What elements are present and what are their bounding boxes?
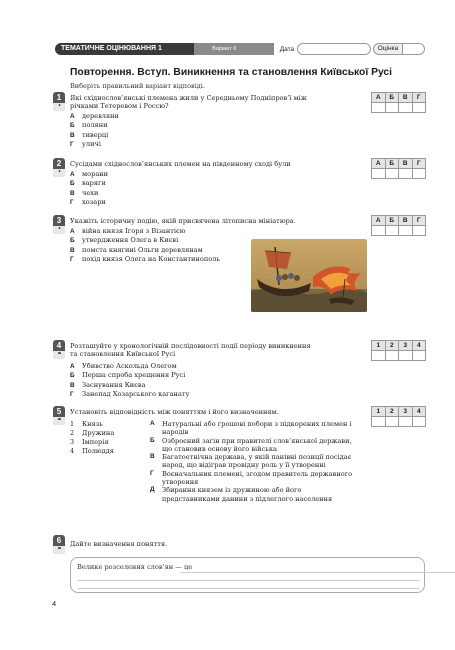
option-letter: В	[70, 189, 75, 197]
definition-text: Озброєний загін при правителі слов’янської держави, що становив основу його війська	[162, 436, 352, 453]
question-number-badge	[53, 340, 65, 359]
question-text	[70, 94, 365, 111]
definition-text: Натуральні або грошові побори з підкорених племен і народів	[162, 420, 352, 437]
option-a	[70, 362, 189, 371]
options-list	[70, 362, 189, 399]
question-line: Які східнослов’янські племена жили у Середньому Подніпров’ї між	[70, 94, 307, 102]
option-letter: А	[70, 363, 75, 370]
answer-letter-d: Г	[412, 159, 426, 169]
option-b	[70, 371, 189, 380]
definition-letter: А	[150, 420, 155, 427]
instructions: Виберіть правильний варіант відповіді.	[70, 82, 205, 90]
answer-line	[180, 572, 455, 573]
page-title: Повторення. Вступ. Виникнення та становлення Київської Русі	[70, 67, 393, 78]
option-letter: Г	[70, 390, 74, 398]
answer-grid-letters	[371, 215, 426, 236]
definition-item	[150, 437, 360, 454]
option-text: Убивство Аскольда Олегом	[82, 362, 177, 370]
date-label: Дата	[279, 45, 295, 53]
section-label: ТЕМАТИЧНЕ ОЦІНЮВАННЯ 1	[55, 43, 194, 55]
definition-item	[150, 486, 360, 503]
answer-number-4: 4	[412, 341, 426, 351]
answer-cell[interactable]	[385, 226, 399, 236]
option-text: Заснування Києва	[82, 380, 146, 389]
definition-prompt: Велике розселення слов’ян — це	[77, 563, 193, 571]
difficulty-dots: •	[53, 169, 65, 177]
option-letter: Г	[70, 198, 74, 206]
chronicle-miniature-image	[251, 239, 367, 312]
definition-letter: Г	[150, 469, 154, 477]
definition-letter: Б	[150, 436, 155, 444]
term-item	[70, 420, 150, 429]
question-line: Укажіть історичну подію, якій присвячена літописна мініатюра.	[70, 217, 296, 225]
answer-number-2: 2	[385, 407, 399, 417]
option-d	[70, 140, 119, 149]
option-text: уличі	[82, 139, 101, 148]
option-text: хозари	[82, 197, 106, 206]
question-number-badge	[53, 158, 65, 177]
answer-letter-d: Г	[412, 216, 426, 226]
definition-letter: Д	[150, 486, 155, 494]
options-list	[70, 227, 220, 264]
option-letter: В	[70, 246, 75, 254]
term-text: Князь	[82, 420, 103, 428]
answer-cell[interactable]	[412, 417, 426, 427]
option-d	[70, 255, 220, 264]
answer-letter-b: Б	[385, 216, 399, 226]
option-text: війна князя Ігоря з Візантією	[82, 227, 186, 235]
answer-number-3: 3	[399, 407, 413, 417]
term-number: 1	[70, 420, 75, 428]
term-number: 3	[70, 438, 75, 446]
option-c	[70, 381, 189, 390]
option-d	[70, 390, 189, 399]
option-letter: В	[70, 381, 75, 389]
answer-number-2: 2	[385, 341, 399, 351]
definitions-list	[150, 420, 360, 503]
option-letter: Б	[70, 237, 75, 245]
option-text: морани	[82, 170, 109, 178]
option-letter: А	[70, 113, 75, 120]
option-c	[70, 131, 119, 140]
answer-grid-numbers	[371, 340, 426, 361]
answer-number-1: 1	[372, 407, 386, 417]
question-line: Сусідами східнослов’янських племен на південному сході були	[70, 160, 291, 168]
option-letter: Б	[70, 180, 75, 188]
option-b	[70, 236, 220, 245]
answer-letter-a: А	[372, 93, 386, 103]
definition-letter: В	[150, 453, 155, 461]
answer-cell[interactable]	[399, 103, 413, 113]
definition-text: Збирання князем із дружиною або його представниками данини з підлеглого населення	[162, 486, 333, 503]
answer-line	[78, 588, 420, 589]
answer-cell[interactable]	[372, 351, 386, 361]
question-text	[70, 540, 365, 548]
question-text	[70, 342, 365, 359]
term-text: Полюддя	[82, 447, 114, 455]
option-d	[70, 198, 108, 207]
option-b	[70, 121, 119, 130]
option-letter: Б	[70, 122, 75, 130]
question-number: 1	[56, 93, 62, 102]
definition-item	[150, 453, 360, 470]
option-letter: Г	[70, 140, 74, 148]
question-line: Дайте визначення поняття.	[70, 540, 168, 548]
option-letter: Б	[70, 372, 75, 380]
option-text: варяги	[82, 179, 106, 188]
answer-cell[interactable]	[385, 103, 399, 113]
option-text: тиверці	[82, 130, 109, 139]
test-header	[55, 42, 425, 56]
question-number-badge	[53, 215, 65, 234]
answer-cell[interactable]	[385, 417, 399, 427]
option-letter: А	[70, 171, 75, 178]
answer-letter-c: В	[399, 93, 413, 103]
question-number: 2	[56, 159, 62, 168]
question-text	[70, 408, 365, 416]
answer-cell[interactable]	[372, 226, 386, 236]
date-field[interactable]	[297, 43, 371, 55]
option-letter: В	[70, 131, 75, 139]
answer-cell[interactable]	[385, 351, 399, 361]
option-text: деревляни	[82, 112, 119, 120]
option-a	[70, 170, 108, 179]
answer-cell[interactable]	[399, 351, 413, 361]
option-a	[70, 112, 119, 121]
answer-grid-letters	[371, 158, 426, 179]
option-text: Перша спроба хрещення Русі	[82, 371, 186, 380]
question-text	[70, 160, 365, 168]
variant-label: Варіант II	[194, 43, 274, 55]
option-c	[70, 246, 220, 255]
term-item	[70, 429, 150, 438]
term-text: Імперія	[82, 438, 109, 446]
question-number: 5	[56, 407, 62, 416]
terms-list	[70, 420, 150, 456]
option-a	[70, 227, 220, 236]
option-b	[70, 179, 108, 188]
term-number: 2	[70, 429, 75, 437]
difficulty-dots: ••	[53, 351, 65, 359]
answer-letter-b: Б	[385, 159, 399, 169]
answer-number-1: 1	[372, 341, 386, 351]
option-text: утвердження Олега в Києві	[82, 236, 179, 245]
difficulty-dots: ••	[53, 417, 65, 425]
term-text: Дружина	[82, 429, 115, 437]
question-line: річками Тетеревом і Россю?	[70, 102, 169, 111]
answer-letter-c: В	[399, 216, 413, 226]
option-letter: Г	[70, 255, 74, 263]
question-number-badge	[53, 406, 65, 425]
answer-cell[interactable]	[412, 169, 426, 179]
answer-cell[interactable]	[412, 103, 426, 113]
term-number: 4	[70, 447, 75, 455]
answer-grid-letters	[371, 92, 426, 113]
grade-field[interactable]	[403, 43, 425, 55]
question-number-badge	[53, 92, 65, 111]
option-text: похід князя Олега на Константинополь	[82, 254, 220, 263]
option-text: помста княгині Ольги деревлянам	[82, 245, 203, 254]
answer-letter-a: А	[372, 159, 386, 169]
answer-cell[interactable]	[372, 169, 386, 179]
difficulty-dots: •	[53, 226, 65, 234]
answer-cell[interactable]	[372, 103, 386, 113]
options-list	[70, 170, 108, 207]
answer-cell[interactable]	[399, 169, 413, 179]
question-number: 3	[56, 216, 62, 225]
answer-cell[interactable]	[412, 351, 426, 361]
definition-text: Багатоетнічна держава, у якій панівні позиції посідає народ, що відіграв провідну роль у її утворенні	[162, 453, 352, 470]
answer-letter-d: Г	[412, 93, 426, 103]
question-text	[70, 217, 365, 225]
answer-cell[interactable]	[412, 226, 426, 236]
difficulty-dots: ••	[53, 546, 65, 554]
grade-label: Оцінка	[373, 43, 403, 55]
definition-text: Воєначальник племені, згодом правитель державного утворення	[162, 469, 353, 487]
page-number: 4	[52, 599, 57, 608]
option-text: чехи	[82, 188, 99, 197]
definition-item	[150, 420, 360, 437]
question-number: 6	[56, 536, 62, 545]
answer-cell[interactable]	[399, 226, 413, 236]
option-c	[70, 189, 108, 198]
term-item	[70, 438, 150, 447]
answer-letter-c: В	[399, 159, 413, 169]
answer-number-4: 4	[412, 407, 426, 417]
question-line: Установіть відповідність між поняттям і його визначенням.	[70, 408, 279, 416]
option-text: Занепад Хозарського каганату	[82, 389, 190, 398]
answer-letter-a: А	[372, 216, 386, 226]
answer-number-3: 3	[399, 341, 413, 351]
term-item	[70, 447, 150, 456]
option-text: поляни	[82, 121, 108, 130]
answer-cell[interactable]	[385, 169, 399, 179]
answer-cell[interactable]	[399, 417, 413, 427]
answer-grid-numbers	[371, 406, 426, 427]
options-list	[70, 112, 119, 149]
option-letter: А	[70, 228, 75, 235]
answer-cell[interactable]	[372, 417, 386, 427]
question-line: Розташуйте у хронологічній послідовності події періоду виникнення	[70, 342, 311, 350]
question-number-badge	[53, 535, 65, 554]
answer-line	[78, 580, 420, 581]
question-line: та становлення Київської Русі	[70, 350, 176, 359]
difficulty-dots: •	[53, 103, 65, 111]
definition-item	[150, 470, 360, 487]
question-number: 4	[56, 341, 62, 350]
answer-letter-b: Б	[385, 93, 399, 103]
